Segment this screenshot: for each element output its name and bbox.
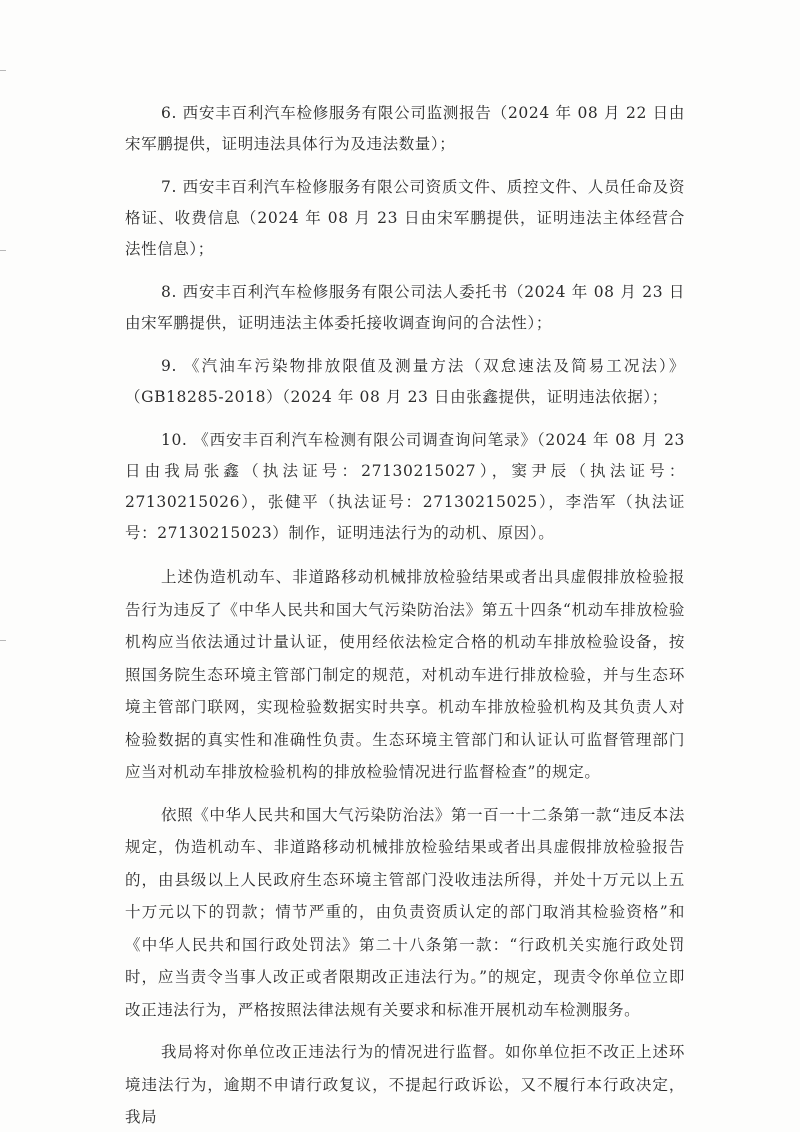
document-body [125, 98, 685, 1144]
evidence-item-7: 7. 西安丰百利汽车检修服务有限公司资质文件、质控文件、人员任命及资格证、收费信息（2024 年 08 月 23 日由宋军鹏提供，证明违法主体经营合法性信息）； [125, 178, 685, 258]
evidence-item-6: 6. 西安丰百利汽车检修服务有限公司监测报告（2024 年 08 月 22 日由宋军鹏提供，证明违法具体行为及违法数量）； [125, 104, 685, 153]
scan-edge-mark [0, 640, 6, 641]
evidence-item-10: 10. 《西安丰百利汽车检测有限公司调查询问笔录》（2024 年 08 月 23 日由我局张鑫（执法证号：27130215027），窦尹辰（执法证号：27130215026），张健平（执法证号：27130215025），李浩军（执法证号：27130215023）制作，证明违法行为的动机、原因）。 [125, 431, 685, 542]
supervision-paragraph: 我局将对你单位改正违法行为的情况进行监督。如你单位拒不改正上述环境违法行为，逾期不申请行政复议，不提起行政诉讼，又不履行本行政决定，我局 [125, 1043, 685, 1126]
scan-edge-mark [0, 70, 6, 71]
penalty-basis-paragraph: 依照《中华人民共和国大气污染防治法》第一百一十二条第一款“违反本法规定，伪造机动车、非道路移动机械排放检验结果或者出具虚假排放检验报告的，由县级以上人民政府生态环境主管部门没收违法所得，并处十万元以上五十万元以下的罚款；情节严重的，由负责资质认定的部门取消其检验资格”和《中华人民共和国行政处罚法》第二十八条第一款：“行政机关实施行政处罚时，应当责令当事人改正或者限期改正违法行为。”的规定，现责令你单位立即改正违法行为，严格按照法律法规有关要求和标准开展机动车检测服务。 [125, 805, 685, 1019]
evidence-item-9: 9. 《汽油车污染物排放限值及测量方法（双怠速法及简易工况法）》（GB18285-2018）（2024 年 08 月 23 日由张鑫提供，证明违法依据）； [125, 357, 685, 406]
scan-edge-mark [0, 250, 6, 251]
evidence-item-8: 8. 西安丰百利汽车检修服务有限公司法人委托书（2024 年 08 月 23 日由宋军鹏提供，证明违法主体委托接收调查询问的合法性）； [125, 283, 685, 332]
violation-paragraph: 上述伪造机动车、非道路移动机械排放检验结果或者出具虚假排放检验报告行为违反了《中华人民共和国大气污染防治法》第五十四条“机动车排放检验机构应当依法通过计量认证，使用经依法检定合格的机动车排放检验设备，按照国务院生态环境主管部门制定的规范，对机动车进行排放检验，并与生态环境主管部门联网，实现检验数据实时共享。机动车排放检验机构及其负责人对检验数据的真实性和准确性负责。生态环境主管部门和认证认可监督管理部门应当对机动车排放检验机构的排放检验情况进行监督检查”的规定。 [125, 568, 685, 781]
